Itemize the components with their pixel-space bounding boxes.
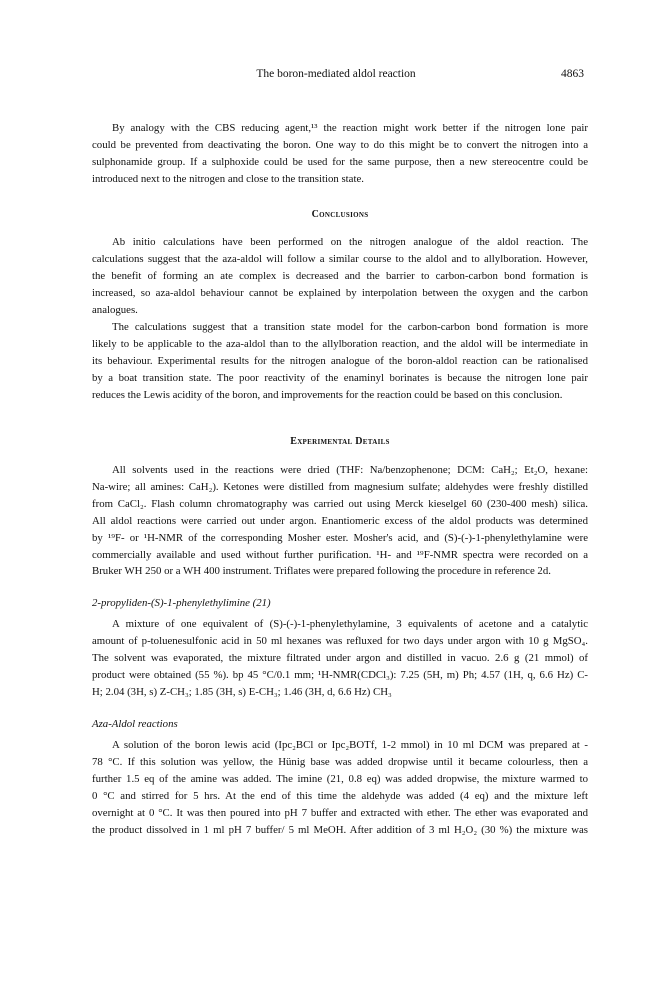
text-line: The solvent was evaporated, the mixture filtrated under argon and distilled in vacuo. 2.6 g (21 mmol) of [92,651,588,664]
text-line: the benefit of forming an ate complex is decreased and the barrier to carbon-carbon bond formation is [92,269,588,282]
imine-paragraph [92,616,588,701]
text-line: Na-wire; all amines: CaH₂). Ketones were distilled from magnesium sulfate; aldehydes were freshly distilled [92,480,588,493]
text-line: product were obtained (55 %). bp 45 °C/0.1 mm; ¹H-NMR(CDCl₃): 7.25 (5H, m) Ph; 4.57 (1H, q, 6.6 Hz) C- [92,668,588,681]
text-line: amount of p-toluenesulfonic acid in 50 ml hexanes was refluxed for two days under argon with 10 g MgSO₄. [92,634,588,647]
text-line: further 1.5 eq of the amine was added. The imine (21, 0.8 eq) was added dropwise, the mixture warmed to [92,772,588,785]
running-header [92,68,584,84]
conclusions-paragraph-2 [92,319,588,404]
intro-paragraph [92,120,588,188]
text-line: A solution of the boron lewis acid (Ipc₂BCl or Ipc₂BOTf, 1-2 mmol) in 10 ml DCM was prepared at - [112,739,588,751]
text-line: Bruker WH 250 or a WH 400 instrument. Triflates were prepared following the procedure in reference 2d. [92,565,551,578]
text-line: Ab initio calculations have been performed on the nitrogen analogue of the aldol reaction. The [112,236,588,248]
text-line: its behaviour. Experimental results for the nitrogen analogue of the boron-aldol reaction can be rationalised [92,354,588,367]
text-line: All solvents used in the reactions were dried (THF: Na/benzophenone; DCM: CaH₂; Et₂O, hexane: [112,464,588,476]
text-line: By analogy with the CBS reducing agent,¹³ the reaction might work better if the nitrogen lone pair [112,122,588,134]
running-title: The boron-mediated aldol reaction [256,68,416,80]
text-line: analogues. [92,303,138,316]
text-line: commercially available and used without further purification. ¹H- and ¹⁹F-NMR spectra were recorded on a [92,548,588,561]
text-line: 0 °C and stirred for 5 hrs. At the end of this time the aldehyde was added (4 eq) and the mixture left [92,789,588,802]
text-line: H; 2.04 (3H, s) Z-CH₃; 1.85 (3H, s) E-CH₃; 1.46 (3H, d, 6.6 Hz) CH₃ [92,685,392,698]
text-line: sulphonamide group. If a sulphoxide could be used for the same purpose, then a new stereocentre could be [92,155,588,168]
experimental-paragraph [92,462,588,580]
text-line: could be prevented from deactivating the boron. One way to do this might be to convert the nitrogen into a [92,138,588,151]
text-line: The calculations suggest that a transition state model for the carbon-carbon bond formation is more [112,321,588,333]
imine-heading: 2-propyliden-(S)-1-phenylethylimine (21) [92,597,271,609]
text-line: introduced next to the nitrogen and close to the transition state. [92,172,364,185]
conclusions-paragraph-1 [92,234,588,319]
conclusions-heading: Conclusions [311,209,369,220]
aza-aldol-heading: Aza-Aldol reactions [92,718,178,730]
text-line: 78 °C. If this solution was yellow, the Hünig base was added dropwise until it became colourless, then a [92,755,588,768]
text-line: likely to be applicable to the aza-aldol than to the allylboration reaction, and the aldol will be intermediate in [92,337,588,350]
text-line: calculations suggest that the aza-aldol will follow a similar course to the aldol and to allylboration. However, [92,252,588,265]
text-line: increased, so aza-aldol behaviour cannot be explained by interpolation between the oxygen and the carbon [92,286,588,299]
text-line: by ¹⁹F- or ¹H-NMR of the corresponding Mosher ester. Mosher's acid, and (S)-(-)-1-phenylethylamine were [92,531,588,544]
text-line: A mixture of one equivalent of (S)-(-)-1-phenylethylamine, 3 equivalents of acetone and a catalytic [112,618,588,630]
experimental-heading: Experimental Details [290,436,390,447]
text-line: All aldol reactions were carried out under argon. Enantiomeric excess of the aldol products was determined [92,514,588,527]
text-line: overnight at 0 °C. It was then poured into pH 7 buffer and extracted with ether. The ether was evaporated and [92,806,588,819]
aza-aldol-paragraph [92,737,588,838]
page-number: 4863 [561,68,584,80]
text-line: by a boat transition state. The poor reactivity of the enaminyl borinates is because the nitrogen lone pair [92,371,588,384]
text-line: the product dissolved in 1 ml pH 7 buffer/ 5 ml MeOH. After addition of 3 ml H₂O₂ (30 %) the mixture was [92,823,588,836]
text-line: reduces the Lewis acidity of the boron, and improvements for the reaction could be based on this conclusion. [92,388,563,401]
text-line: from CaCl₂. Flash column chromatography was carried out using Merck kieselgel 60 (230-400 mesh) silica. [92,497,588,510]
